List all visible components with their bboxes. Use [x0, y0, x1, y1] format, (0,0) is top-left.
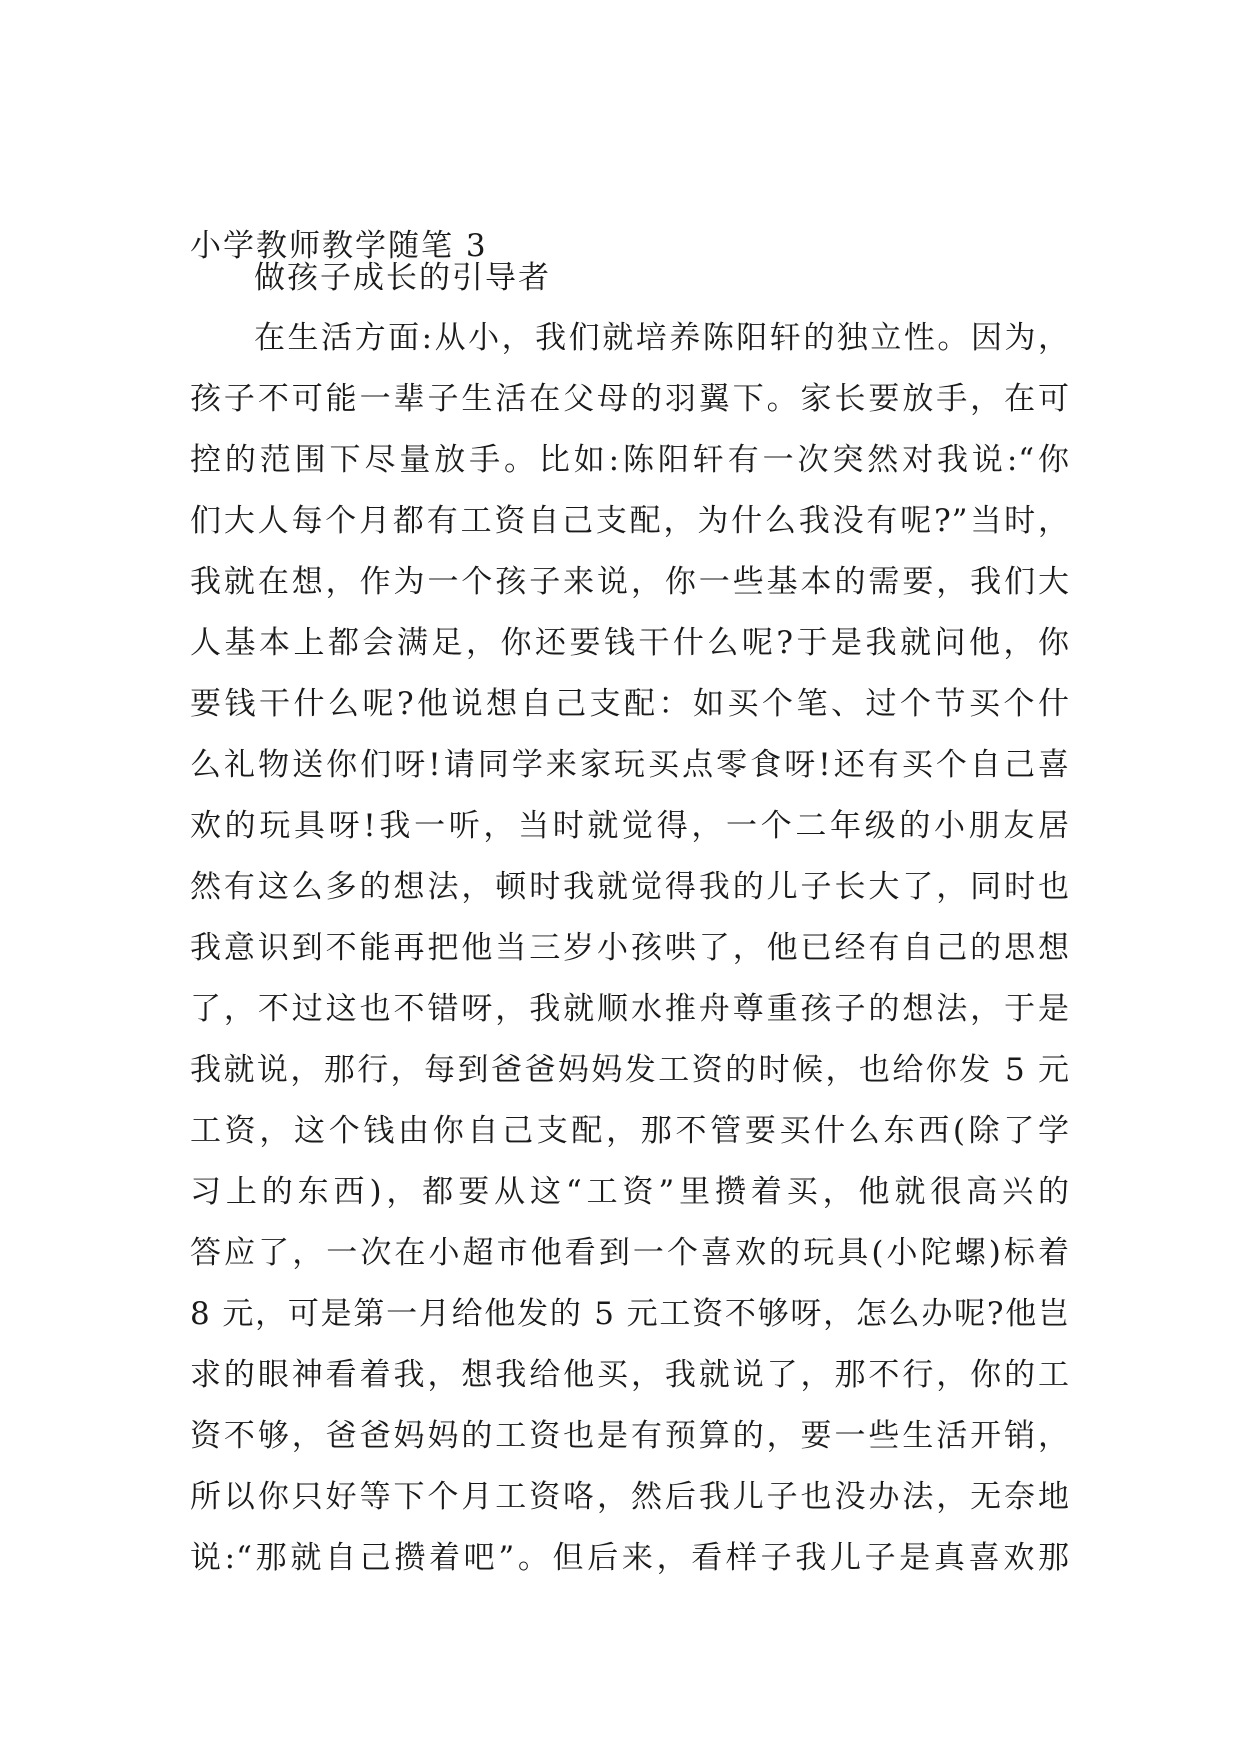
body-line: 8 元，可是第一月给他发的 5 元工资不够呀，怎么办呢?他岂	[190, 1296, 1070, 1332]
body-line: 要钱干什么呢?他说想自己支配：如买个笔、过个节买个什	[190, 686, 1070, 722]
body-line: 们大人每个月都有工资自己支配，为什么我没有呢?”当时，	[190, 503, 1070, 539]
document-body	[190, 308, 1070, 1589]
body-line: 答应了，一次在小超市他看到一个喜欢的玩具(小陀螺)标着	[190, 1235, 1070, 1271]
body-line: 孩子不可能一辈子生活在父母的羽翼下。家长要放手，在可	[190, 381, 1070, 417]
body-line: 所以你只好等下个月工资咯，然后我儿子也没办法，无奈地	[190, 1479, 1070, 1515]
document-subtitle: 做孩子成长的引导者	[254, 260, 551, 296]
body-line: 说:“那就自己攒着吧”。但后来，看样子我儿子是真喜欢那	[190, 1540, 1070, 1576]
body-line: 欢的玩具呀!我一听，当时就觉得，一个二年级的小朋友居	[190, 808, 1070, 844]
body-line: 习上的东西)，都要从这“工资”里攒着买，他就很高兴的	[190, 1174, 1070, 1210]
body-line: 在生活方面:从小，我们就培养陈阳轩的独立性。因为，	[254, 320, 1070, 356]
body-line: 人基本上都会满足，你还要钱干什么呢?于是我就问他，你	[190, 625, 1070, 661]
document-title: 小学教师教学随笔 3	[190, 228, 488, 264]
body-line: 求的眼神看着我，想我给他买，我就说了，那不行，你的工	[190, 1357, 1070, 1393]
body-line: 资不够，爸爸妈妈的工资也是有预算的，要一些生活开销，	[190, 1418, 1070, 1454]
body-line: 么礼物送你们呀!请同学来家玩买点零食呀!还有买个自己喜	[190, 747, 1070, 783]
body-line: 我就说，那行，每到爸爸妈妈发工资的时候，也给你发 5 元	[190, 1052, 1070, 1088]
body-line: 然有这么多的想法，顿时我就觉得我的儿子长大了，同时也	[190, 869, 1070, 905]
body-line: 我就在想，作为一个孩子来说，你一些基本的需要，我们大	[190, 564, 1070, 600]
body-line: 了，不过这也不错呀，我就顺水推舟尊重孩子的想法，于是	[190, 991, 1070, 1027]
body-line: 我意识到不能再把他当三岁小孩哄了，他已经有自己的思想	[190, 930, 1070, 966]
body-line: 工资，这个钱由你自己支配，那不管要买什么东西(除了学	[190, 1113, 1070, 1149]
body-line: 控的范围下尽量放手。比如:陈阳轩有一次突然对我说:“你	[190, 442, 1070, 478]
